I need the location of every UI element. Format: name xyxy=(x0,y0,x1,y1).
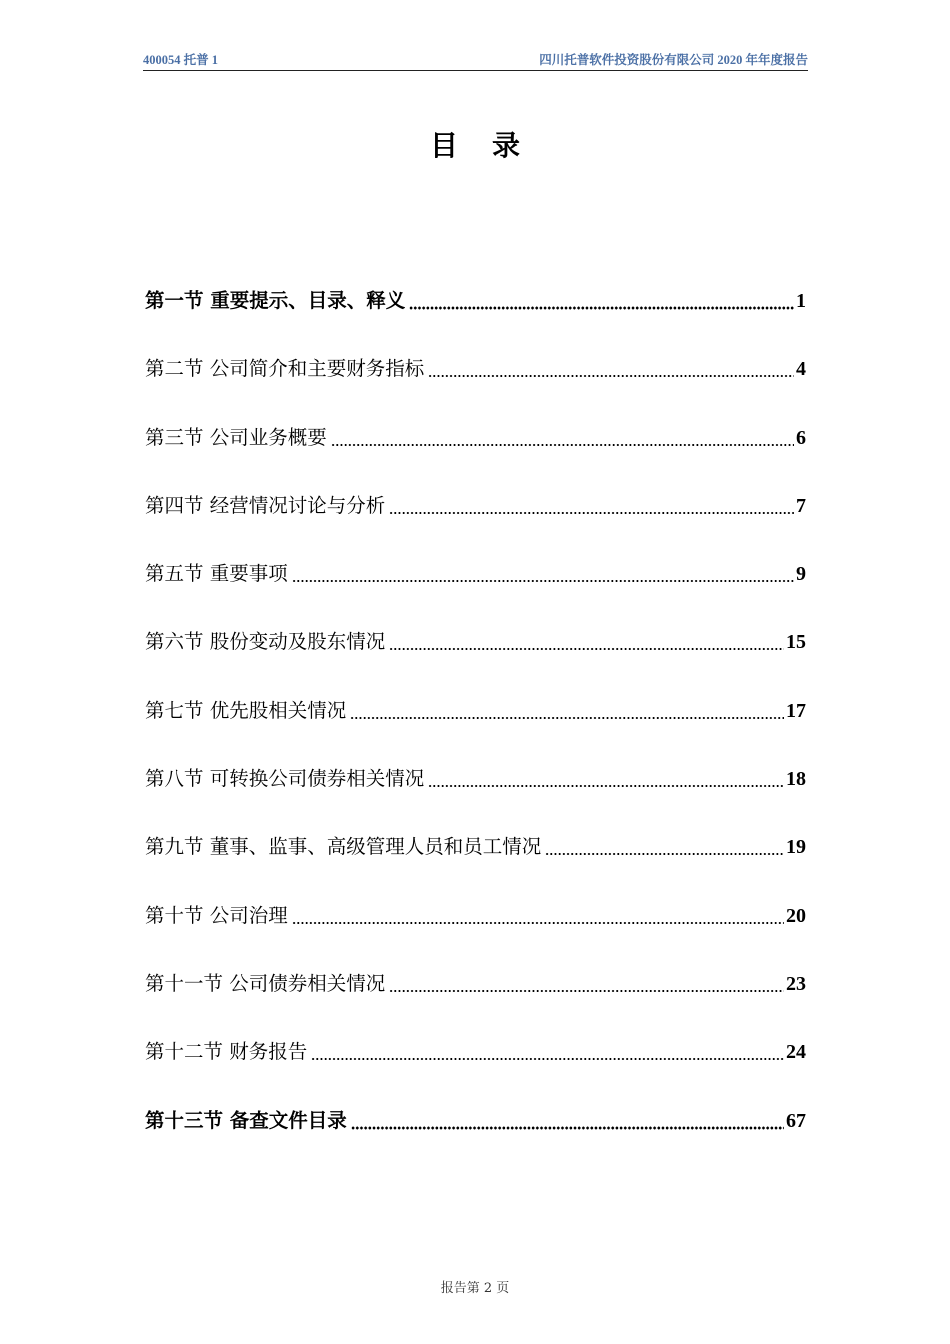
toc-entry[interactable] xyxy=(145,901,806,969)
toc-entry-label: 第四节 经营情况讨论与分析 xyxy=(145,493,386,517)
toc-entry-page: 67 xyxy=(786,1109,806,1132)
toc-entry-label: 第七节 优先股相关情况 xyxy=(145,698,347,722)
toc-leader-dots xyxy=(428,764,784,794)
toc-entry-page: 19 xyxy=(786,836,806,859)
toc-leader-dots xyxy=(350,696,784,726)
toc-leader-dots xyxy=(545,832,784,862)
toc-entry-label: 第九节 董事、监事、高级管理人员和员工情况 xyxy=(145,835,542,859)
toc-leader-dots xyxy=(389,627,784,657)
toc-entry-page: 23 xyxy=(786,972,806,995)
toc-entry-label: 第一节 重要提示、目录、释义 xyxy=(145,289,406,312)
toc-entry-label: 第八节 可转换公司债券相关情况 xyxy=(145,767,425,791)
page-header xyxy=(143,46,808,71)
toc-entry[interactable] xyxy=(145,1106,806,1174)
toc-leader-dots xyxy=(389,491,794,521)
toc-entry-page: 17 xyxy=(786,699,806,722)
toc-entry[interactable] xyxy=(145,832,806,900)
toc-leader-dots xyxy=(311,1037,784,1067)
toc-entry-label: 第十三节 备查文件目录 xyxy=(145,1108,347,1132)
toc-leader-dots xyxy=(331,423,794,453)
toc-entry-page: 15 xyxy=(786,631,806,654)
toc-entry-page: 4 xyxy=(796,358,806,381)
toc-entry[interactable] xyxy=(145,1037,806,1105)
toc-entry-label: 第十一节 公司债券相关情况 xyxy=(145,971,386,995)
toc-entry-page: 20 xyxy=(786,904,806,927)
toc-entry-page: 18 xyxy=(786,768,806,791)
header-stock-code: 400054 托普 1 xyxy=(143,53,219,67)
toc-leader-dots xyxy=(428,354,794,384)
toc-entry[interactable] xyxy=(145,764,806,832)
toc-entry-page: 9 xyxy=(796,563,806,586)
toc-leader-dots xyxy=(409,286,794,316)
toc-entry-label: 第十二节 财务报告 xyxy=(145,1040,308,1064)
toc-entry-page: 24 xyxy=(786,1041,806,1064)
toc-entry-page: 6 xyxy=(796,426,806,449)
toc-entry[interactable] xyxy=(145,696,806,764)
toc-entry[interactable] xyxy=(145,969,806,1037)
toc-entry-label: 第三节 公司业务概要 xyxy=(145,425,327,449)
page-title: 目录 xyxy=(429,129,554,162)
toc-leader-dots xyxy=(292,901,784,931)
toc-leader-dots xyxy=(389,969,784,999)
toc-entry[interactable] xyxy=(145,286,806,354)
page-footer: 报告第 2 页 xyxy=(440,1281,510,1296)
toc-entry-page: 7 xyxy=(796,494,806,517)
toc-entry-label: 第六节 股份变动及股东情况 xyxy=(145,630,386,654)
header-report-title: 四川托普软件投资股份有限公司 2020 年年度报告 xyxy=(539,53,808,67)
toc-leader-dots xyxy=(292,559,794,589)
toc-entry-label: 第十节 公司治理 xyxy=(145,903,288,927)
toc-entry[interactable] xyxy=(145,627,806,695)
toc-entry[interactable] xyxy=(145,423,806,491)
table-of-contents xyxy=(145,286,806,1174)
toc-entry[interactable] xyxy=(145,354,806,422)
toc-leader-dots xyxy=(351,1106,784,1136)
toc-entry-page: 1 xyxy=(796,290,806,312)
toc-entry[interactable] xyxy=(145,559,806,627)
toc-entry-label: 第五节 重要事项 xyxy=(145,562,288,586)
toc-entry[interactable] xyxy=(145,491,806,559)
toc-entry-label: 第二节 公司简介和主要财务指标 xyxy=(145,357,425,381)
